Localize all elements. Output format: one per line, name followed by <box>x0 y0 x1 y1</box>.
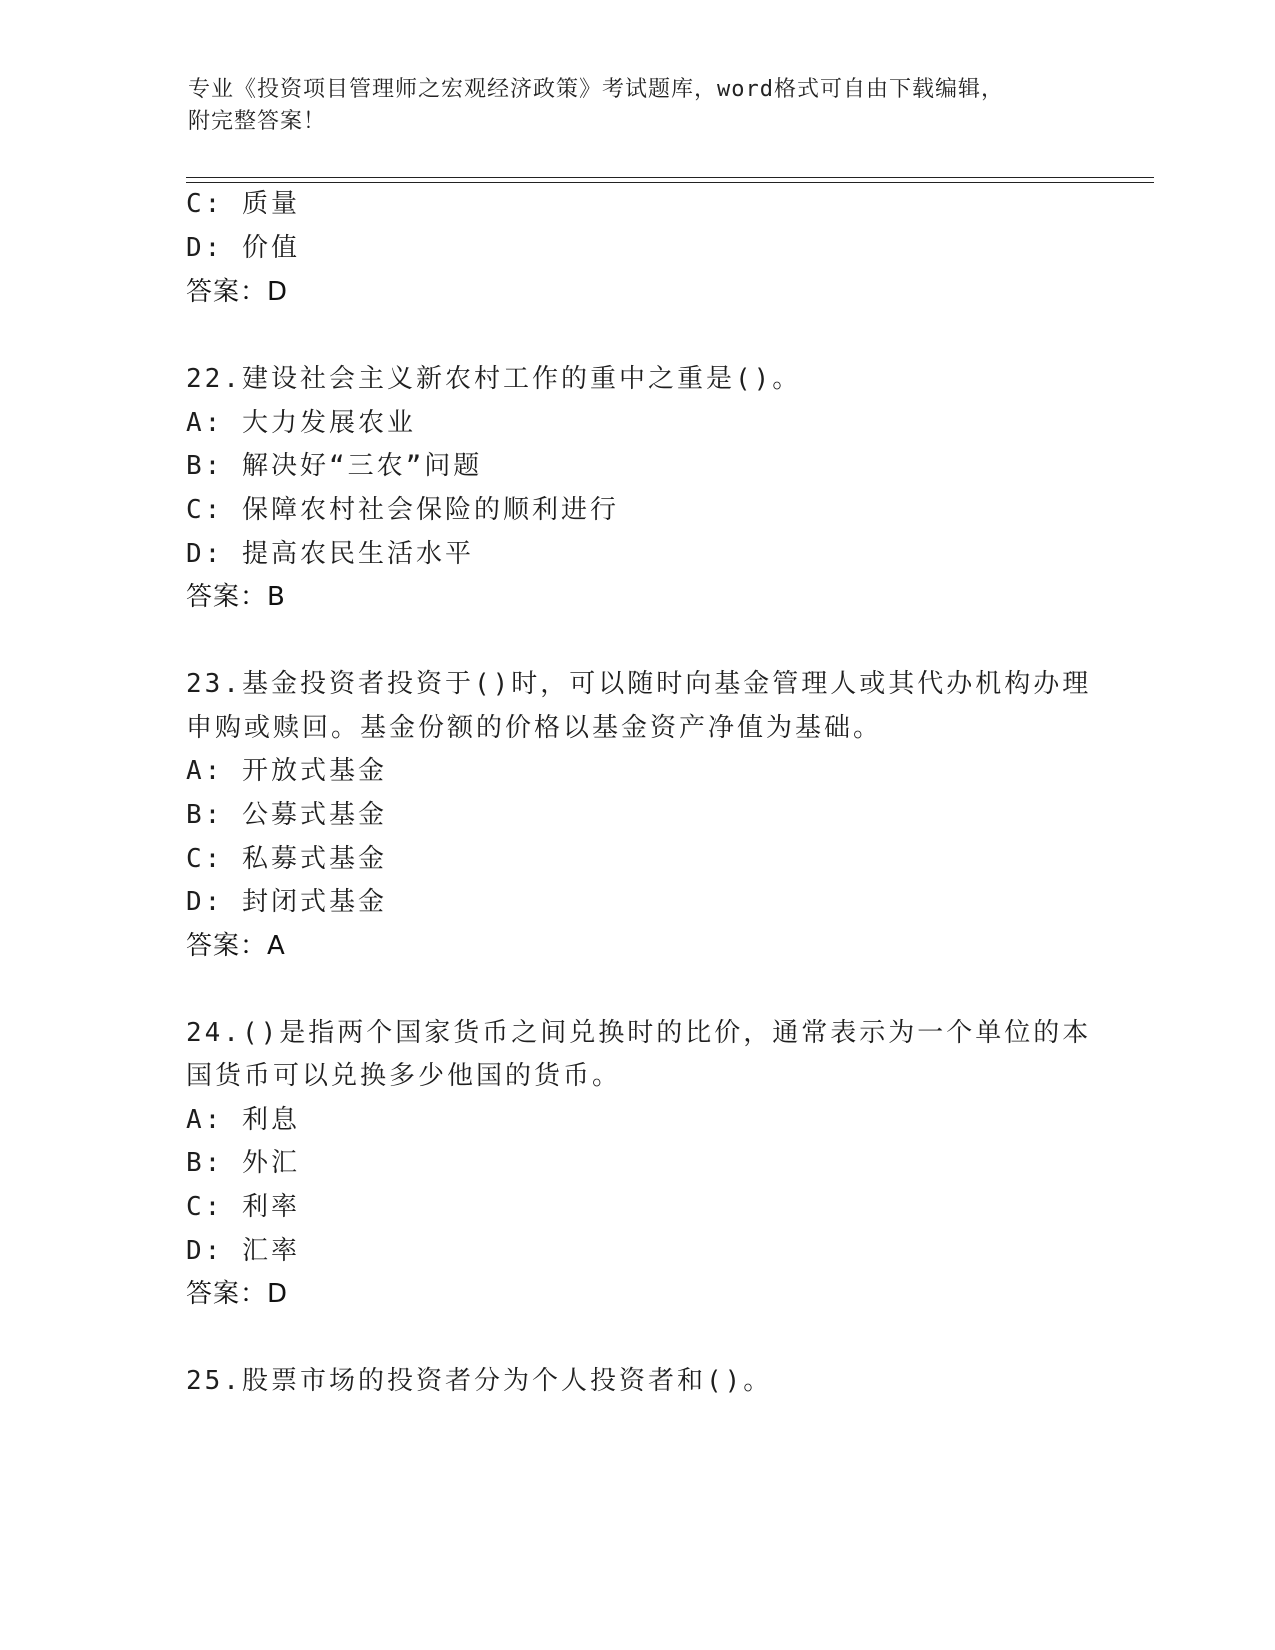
option-a: A: 开放式基金 <box>186 756 387 786</box>
option-c: C: 私募式基金 <box>186 844 387 874</box>
option-a: A: 大力发展农业 <box>186 408 416 438</box>
option-d: D: 价值 <box>186 233 300 263</box>
answer-label: 答案：D <box>186 277 289 307</box>
question-stem-continued: 国货币可以兑换多少他国的货币。 <box>186 1061 622 1091</box>
document-header <box>188 74 1068 138</box>
question-stem: 22.建设社会主义新农村工作的重中之重是()。 <box>186 364 802 394</box>
option-a: A: 利息 <box>186 1105 300 1135</box>
option-c: C: 利率 <box>186 1192 300 1222</box>
question-stem-continued: 申购或赎回。基金份额的价格以基金资产净值为基础。 <box>186 713 883 743</box>
option-b: B: 公募式基金 <box>186 800 387 830</box>
option-d: D: 封闭式基金 <box>186 887 387 917</box>
header-line-1: 专业《投资项目管理师之宏观经济政策》考试题库，word格式可自由下载编辑， <box>188 77 1004 102</box>
question-stem: 25.股票市场的投资者分为个人投资者和()。 <box>186 1366 773 1396</box>
answer-label: 答案：A <box>186 931 286 961</box>
option-c: C: 保障农村社会保险的顺利进行 <box>186 495 619 525</box>
header-line-2: 附完整答案！ <box>188 109 327 134</box>
header-divider-top <box>186 177 1154 178</box>
answer-label: 答案：D <box>186 1279 289 1309</box>
option-d: D: 提高农民生活水平 <box>186 539 474 569</box>
answer-label: 答案：B <box>186 582 286 612</box>
option-b: B: 外汇 <box>186 1148 300 1178</box>
question-stem: 23.基金投资者投资于()时，可以随时向基金管理人或其代办机构办理 <box>186 669 1092 699</box>
header-divider-bottom <box>186 182 1154 183</box>
option-d: D: 汇率 <box>186 1236 300 1266</box>
option-b: B: 解决好“三农”问题 <box>186 451 483 481</box>
option-c: C: 质量 <box>186 189 300 219</box>
question-stem: 24.()是指两个国家货币之间兑换时的比价，通常表示为一个单位的本 <box>186 1018 1092 1048</box>
